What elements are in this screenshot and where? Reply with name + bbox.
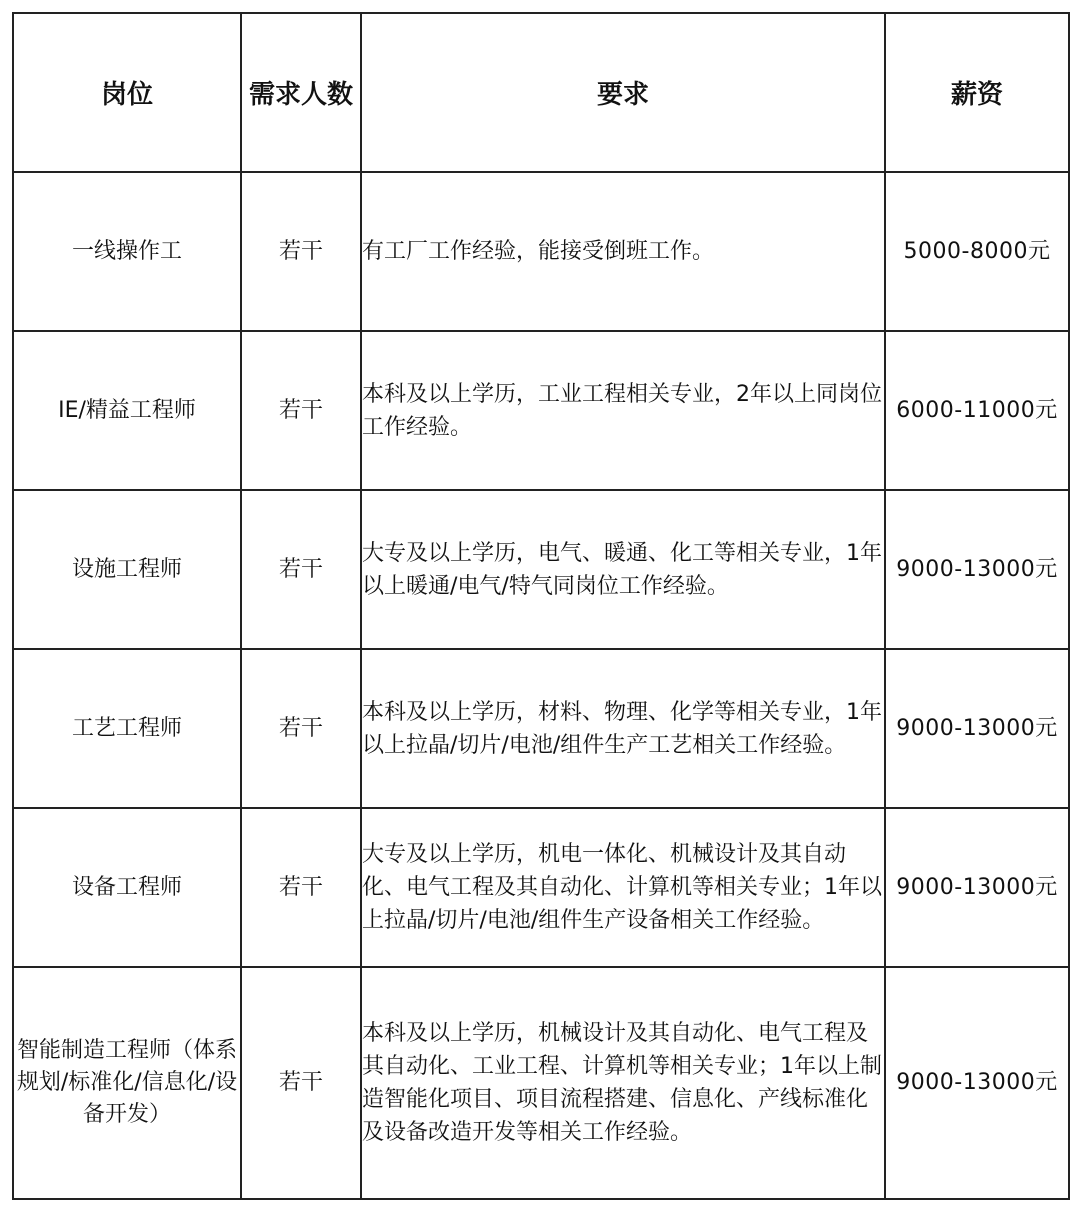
cell-requirement: 本科及以上学历，工业工程相关专业，2年以上同岗位工作经验。 bbox=[361, 331, 885, 490]
cell-position: 智能制造工程师（体系规划/标准化/信息化/设备开发） bbox=[13, 967, 241, 1199]
cell-position: IE/精益工程师 bbox=[13, 331, 241, 490]
cell-position: 工艺工程师 bbox=[13, 649, 241, 808]
table-row bbox=[13, 172, 1069, 331]
cell-requirement: 本科及以上学历，材料、物理、化学等相关专业，1年以上拉晶/切片/电池/组件生产工艺相关工作经验。 bbox=[361, 649, 885, 808]
cell-count: 若干 bbox=[241, 967, 361, 1199]
cell-salary: 9000-13000元 bbox=[885, 490, 1069, 649]
cell-position: 设备工程师 bbox=[13, 808, 241, 967]
cell-count: 若干 bbox=[241, 172, 361, 331]
cell-count: 若干 bbox=[241, 490, 361, 649]
header-position: 岗位 bbox=[13, 13, 241, 172]
cell-count: 若干 bbox=[241, 331, 361, 490]
cell-count: 若干 bbox=[241, 649, 361, 808]
header-requirement: 要求 bbox=[361, 13, 885, 172]
cell-requirement: 大专及以上学历，电气、暖通、化工等相关专业，1年以上暖通/电气/特气同岗位工作经验。 bbox=[361, 490, 885, 649]
cell-requirement: 有工厂工作经验，能接受倒班工作。 bbox=[361, 172, 885, 331]
cell-salary: 9000-13000元 bbox=[885, 967, 1069, 1199]
table-row bbox=[13, 649, 1069, 808]
cell-salary: 9000-13000元 bbox=[885, 808, 1069, 967]
cell-position: 设施工程师 bbox=[13, 490, 241, 649]
job-listing-table bbox=[12, 12, 1070, 1200]
header-salary: 薪资 bbox=[885, 13, 1069, 172]
cell-count: 若干 bbox=[241, 808, 361, 967]
table-row bbox=[13, 808, 1069, 967]
cell-salary: 9000-13000元 bbox=[885, 649, 1069, 808]
cell-salary: 6000-11000元 bbox=[885, 331, 1069, 490]
table-row bbox=[13, 490, 1069, 649]
cell-salary: 5000-8000元 bbox=[885, 172, 1069, 331]
cell-requirement: 大专及以上学历，机电一体化、机械设计及其自动化、电气工程及其自动化、计算机等相关专业；1年以上拉晶/切片/电池/组件生产设备相关工作经验。 bbox=[361, 808, 885, 967]
cell-position: 一线操作工 bbox=[13, 172, 241, 331]
cell-requirement: 本科及以上学历，机械设计及其自动化、电气工程及其自动化、工业工程、计算机等相关专业；1年以上制造智能化项目、项目流程搭建、信息化、产线标准化及设备改造开发等相关工作经验。 bbox=[361, 967, 885, 1199]
table-row bbox=[13, 331, 1069, 490]
table-header-row bbox=[13, 13, 1069, 172]
table-row bbox=[13, 967, 1069, 1199]
header-count: 需求人数 bbox=[241, 13, 361, 172]
